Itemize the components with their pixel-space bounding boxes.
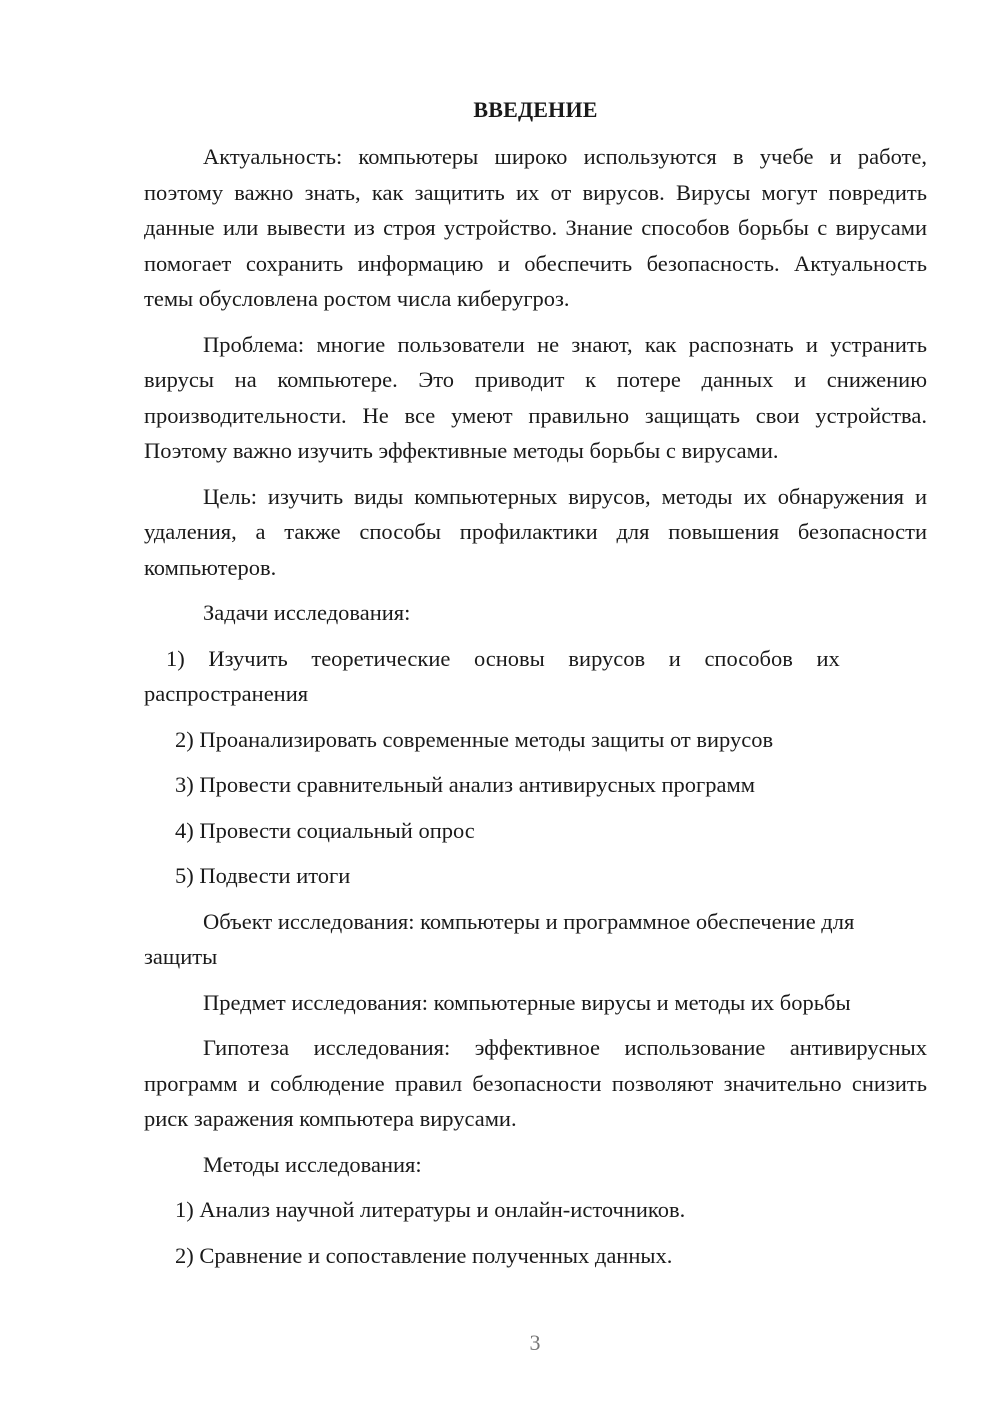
hypothesis-paragraph: Гипотеза исследования: эффективное использование антивирусных программ и соблюдение правил безопасности позволяют значительно снизить риск заражения компьютера вирусами. — [144, 1035, 927, 1131]
task-item-1 — [144, 641, 927, 677]
tasks-heading: Задачи исследования: — [203, 600, 411, 625]
goal-paragraph: Цель: изучить виды компьютерных вирусов, методы их обнаружения и удаления, а также способы профилактики для повышения безопасности компьютеров. — [144, 483, 927, 580]
object-paragraph: Объект исследования: компьютеры и программное обеспечение для защиты — [144, 908, 855, 969]
document-page — [144, 92, 927, 1283]
relevance-paragraph: Актуальность: компьютеры широко используются в учебе и работе, поэтому важно знать, как защитить их от вирусов. Вирусы могут повредить данные или вывести из строя устройство. Знание способов борьбы с вирусами помогает сохранить информацию и обеспечить безопасность. Актуальность темы обусловлена ростом числа киберугроз. — [144, 144, 927, 311]
task-item-4: 4) Провести социальный опрос — [175, 817, 475, 843]
task-item-2: 2) Проанализировать современные методы защиты от вирусов — [175, 726, 774, 752]
task-item-1-text: 1) Изучить теоретические основы вирусов и способов их — [166, 645, 840, 671]
method-item-1: 1) Анализ научной литературы и онлайн-источников. — [175, 1197, 686, 1222]
method-item-2: 2) Сравнение и сопоставление полученных данных. — [175, 1242, 673, 1268]
task-item-5: 5) Подвести итоги — [175, 863, 351, 888]
task-item-1-continuation: распространения — [144, 681, 309, 706]
section-title: ВВЕДЕНИЕ — [473, 97, 598, 122]
task-item-3: 3) Провести сравнительный анализ антивирусных программ — [175, 772, 755, 797]
page-number: 3 — [529, 1330, 541, 1355]
problem-paragraph: Проблема: многие пользователи не знают, как распознать и устранить вирусы на компьютере. Это приводит к потере данных и снижению производительности. Не все умеют правильно защищать свои устройства. Поэтому важно изучить эффективные методы борьбы с вирусами. — [144, 331, 927, 463]
methods-heading: Методы исследования: — [203, 1151, 422, 1177]
subject-paragraph: Предмет исследования: компьютерные вирусы и методы их борьбы — [203, 989, 851, 1015]
